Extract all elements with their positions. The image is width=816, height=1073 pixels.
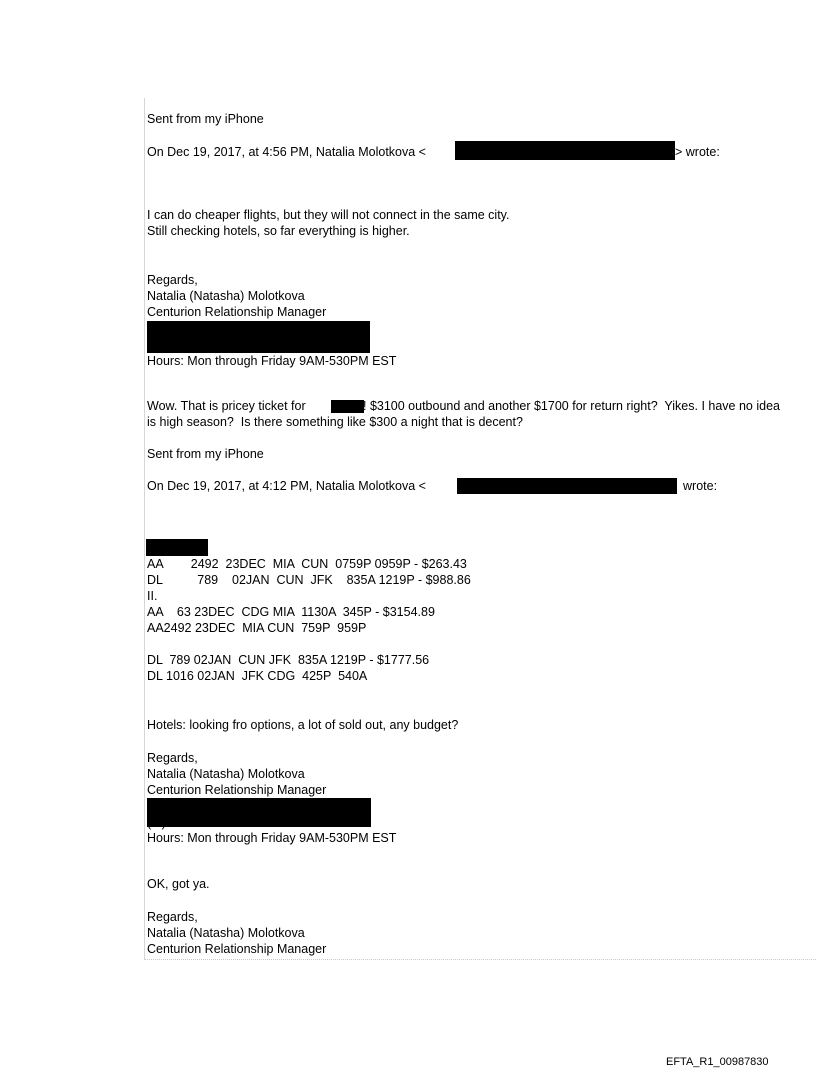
reply-header-suffix: wrote:: [683, 479, 718, 493]
body-line: I can do cheaper flights, but they will not connect in the same city.: [147, 208, 510, 222]
body-line: ! $3100 outbound and another $1700 for return right? Yikes. I have no idea: [363, 399, 780, 413]
redacted-heading: [146, 539, 208, 556]
flight-line: AA2492 23DEC MIA CUN 759P 959P: [147, 621, 367, 635]
signature-hours: Hours: Mon through Friday 9AM-530PM EST: [147, 354, 397, 368]
reply-header-suffix: > wrote:: [675, 145, 720, 159]
body-line: Wow. That is pricey ticket for: [147, 399, 306, 413]
flight-line: AA 63 23DEC CDG MIA 1130A 345P - $3154.89: [147, 605, 435, 619]
reply-header-prefix: On Dec 19, 2017, at 4:56 PM, Natalia Molotkova <: [147, 145, 426, 159]
body-line: Still checking hotels, so far everything is higher.: [147, 224, 410, 238]
sent-from-iphone: Sent from my iPhone: [147, 447, 264, 461]
flight-line: DL 789 02JAN CUN JFK 835A 1219P - $988.86: [147, 573, 471, 587]
signature-hours: Hours: Mon through Friday 9AM-530PM EST: [147, 831, 397, 845]
body-line: Hotels: looking fro options, a lot of sold out, any budget?: [147, 718, 459, 732]
body-line: is high season? Is there something like $300 a night that is decent?: [147, 415, 523, 429]
signature-regards: Regards,: [147, 910, 198, 924]
email-thread: [144, 98, 816, 960]
signature-name: Natalia (Natasha) Molotkova: [147, 767, 305, 781]
flight-line: AA 2492 23DEC MIA CUN 0759P 0959P - $263.43: [147, 557, 467, 571]
body-line: OK, got ya.: [147, 877, 210, 891]
redacted-contact: [147, 798, 371, 827]
signature-title: Centurion Relationship Manager: [147, 942, 327, 956]
signature-regards: Regards,: [147, 751, 198, 765]
signature-name: Natalia (Natasha) Molotkova: [147, 926, 305, 940]
sent-from-iphone: Sent from my iPhone: [147, 112, 264, 126]
flight-line: DL 789 02JAN CUN JFK 835A 1219P - $1777.56: [147, 653, 430, 667]
signature-regards: Regards,: [147, 273, 198, 287]
reply-header-prefix: On Dec 19, 2017, at 4:12 PM, Natalia Molotkova <: [147, 479, 426, 493]
redacted-name: [331, 400, 364, 413]
signature-title: Centurion Relationship Manager: [147, 305, 327, 319]
redacted-email: [457, 478, 677, 494]
flight-line: DL 1016 02JAN JFK CDG 425P 540A: [147, 669, 368, 683]
signature-name: Natalia (Natasha) Molotkova: [147, 289, 305, 303]
document-id: EFTA_R1_00987830: [666, 1056, 769, 1068]
flight-line: II.: [147, 589, 158, 603]
redacted-contact: [147, 321, 370, 353]
signature-title: Centurion Relationship Manager: [147, 783, 327, 797]
redacted-email: [455, 141, 675, 160]
